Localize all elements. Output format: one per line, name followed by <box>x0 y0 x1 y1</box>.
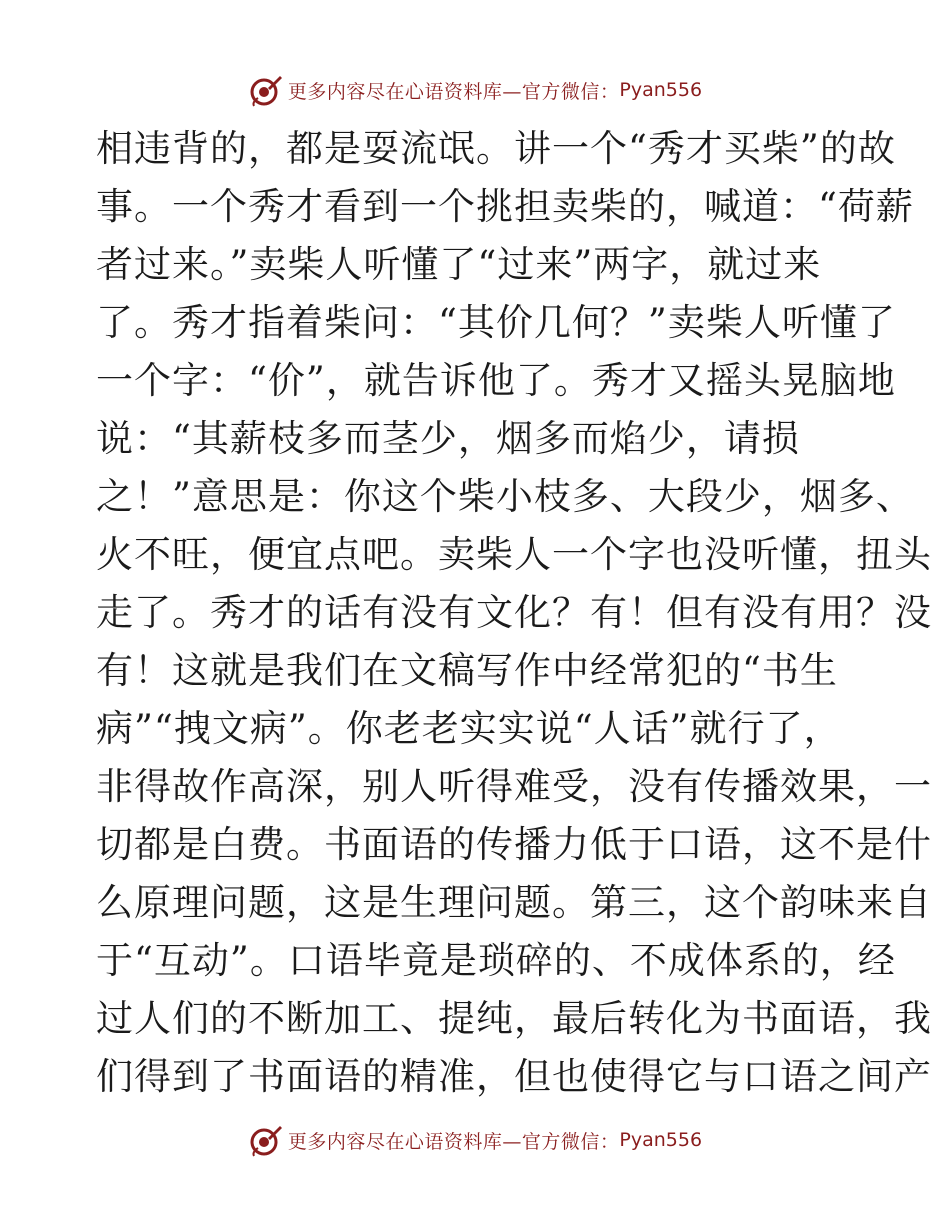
document-body <box>96 120 932 1106</box>
header-banner-text: 更多内容尽在心语资料库—官方微信： <box>287 80 620 103</box>
body-text-line: 事。一个秀才看到一个挑担卖柴的，喊道：“荷薪 <box>96 185 914 228</box>
footer-wechat-id: Pyan556 <box>619 1129 703 1151</box>
body-text-line: 有！这就是我们在文稿写作中经常犯的“书生 <box>96 649 838 692</box>
body-text-line: 过人们的不断加工、提纯，最后转化为书面语，我 <box>96 997 932 1040</box>
body-text-line: 病”“拽文病”。你老老实实说“人话”就行了， <box>96 707 842 750</box>
body-text-line: 非得故作高深，别人听得难受，没有传播效果，一 <box>96 765 932 808</box>
body-text-line: 们得到了书面语的精准，但也使得它与口语之间产 <box>96 1055 932 1098</box>
body-text-line: 之！”意思是：你这个柴小枝多、大段少，烟多、 <box>96 475 914 518</box>
header-wechat-id: Pyan556 <box>619 79 703 101</box>
body-text-line: 于“互动”。口语毕竟是琐碎的、不成体系的，经 <box>96 939 896 982</box>
body-text-line: 一个字：“价”，就告诉他了。秀才又摇头晃脑地 <box>96 359 896 402</box>
footer-banner-text: 更多内容尽在心语资料库—官方微信： <box>287 1130 620 1153</box>
body-text-line: 火不旺，便宜点吧。卖柴人一个字也没听懂，扭头 <box>96 533 932 576</box>
pen-nib-logo-icon <box>248 72 284 108</box>
footer-banner <box>0 1120 950 1160</box>
body-text-line: 说：“其薪枝多而茎少，烟多而焰少，请损 <box>96 417 800 460</box>
body-text-line: 者过来。”卖柴人听懂了“过来”两字，就过来 <box>96 243 822 286</box>
body-text-line: 了。秀才指着柴问：“其价几何？”卖柴人听懂了 <box>96 301 896 344</box>
header-banner <box>0 70 950 110</box>
body-text-line: 么原理问题，这是生理问题。第三，这个韵味来自 <box>96 881 932 924</box>
body-text-line: 相违背的，都是耍流氓。讲一个“秀才买柴”的故 <box>96 127 896 170</box>
body-text-line: 走了。秀才的话有没有文化？有！但有没有用？没 <box>96 591 932 634</box>
body-text-line: 切都是白费。书面语的传播力低于口语，这不是什 <box>96 823 932 866</box>
pen-nib-logo-icon <box>248 1122 284 1158</box>
